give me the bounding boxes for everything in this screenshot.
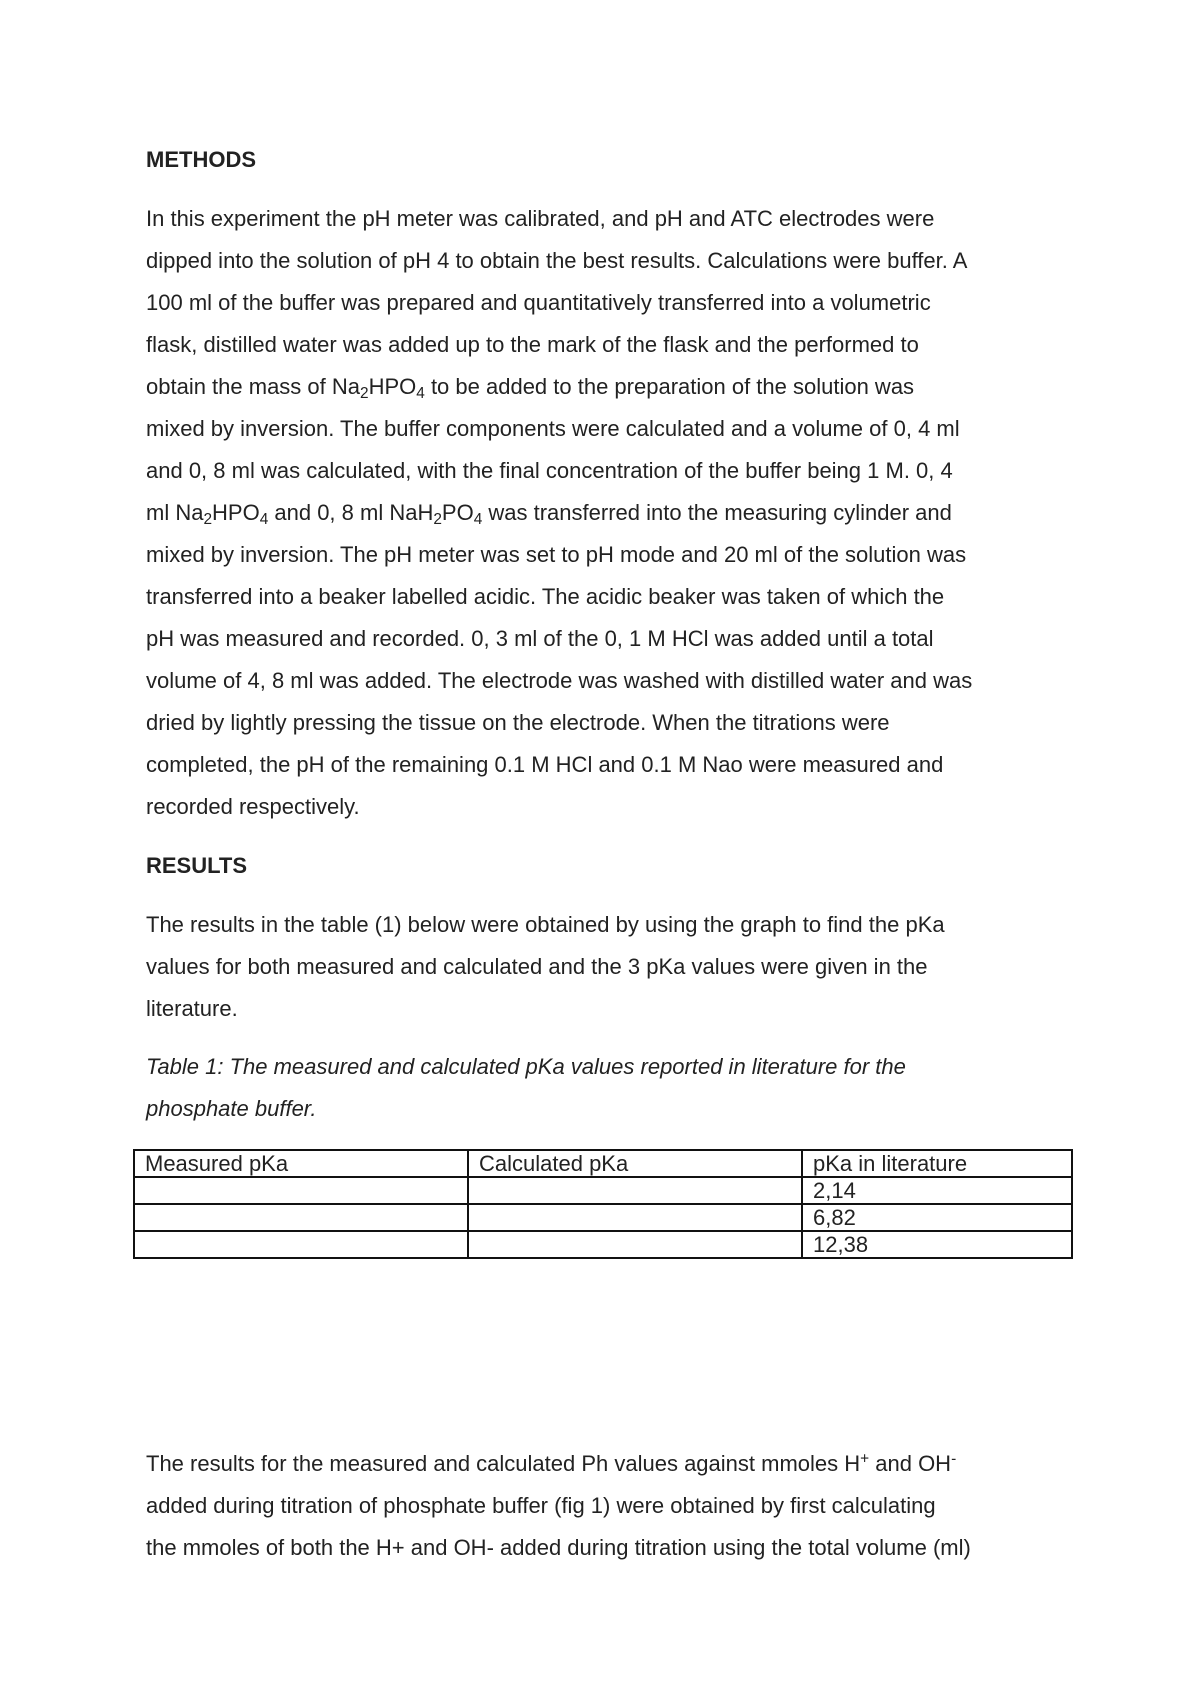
methods-paragraph <box>146 198 1086 828</box>
methods-line: and 0, 8 ml was calculated, with the final concentration of the buffer being 1 M. 0, 4 <box>146 458 953 483</box>
table-cell: 6,82 <box>802 1204 1072 1231</box>
pka-table <box>133 1149 1073 1259</box>
table-cell <box>468 1204 802 1231</box>
table-caption <box>146 1046 1086 1130</box>
methods-heading: METHODS <box>146 147 256 172</box>
table-cell <box>468 1177 802 1204</box>
header-measured-pka: Measured pKa <box>134 1150 468 1177</box>
table-cell <box>134 1204 468 1231</box>
caption-line: Table 1: The measured and calculated pKa values reported in literature for the <box>146 1054 906 1079</box>
table-header-row <box>134 1150 1072 1177</box>
methods-line: pH was measured and recorded. 0, 3 ml of the 0, 1 M HCl was added until a total <box>146 626 934 651</box>
results-line: The results for the measured and calculated Ph values against mmoles H+ and OH- <box>146 1450 957 1476</box>
methods-line: volume of 4, 8 ml was added. The electrode was washed with distilled water and was <box>146 668 973 693</box>
table-row <box>134 1204 1072 1231</box>
results-heading: RESULTS <box>146 853 248 878</box>
table-row <box>134 1177 1072 1204</box>
methods-line: mixed by inversion. The pH meter was set to pH mode and 20 ml of the solution was <box>146 542 967 567</box>
results-closing-paragraph <box>146 1443 1086 1569</box>
table-cell: 12,38 <box>802 1231 1072 1258</box>
results-line: added during titration of phosphate buffer (fig 1) were obtained by first calculating <box>146 1493 936 1518</box>
methods-line: dried by lightly pressing the tissue on the electrode. When the titrations were <box>146 710 890 735</box>
methods-line: transferred into a beaker labelled acidic. The acidic beaker was taken of which the <box>146 584 945 609</box>
results-line: literature. <box>146 996 238 1021</box>
methods-line: recorded respectively. <box>146 794 360 819</box>
caption-line: phosphate buffer. <box>146 1096 317 1121</box>
results-line: the mmoles of both the H+ and OH- added during titration using the total volume (ml) <box>146 1535 971 1560</box>
table-cell <box>134 1177 468 1204</box>
methods-line: mixed by inversion. The buffer components were calculated and a volume of 0, 4 ml <box>146 416 960 441</box>
methods-line: In this experiment the pH meter was calibrated, and pH and ATC electrodes were <box>146 206 935 231</box>
header-pka-literature: pKa in literature <box>802 1150 1072 1177</box>
table-cell: 2,14 <box>802 1177 1072 1204</box>
methods-line: flask, distilled water was added up to the mark of the flask and the performed to <box>146 332 919 357</box>
results-intro-paragraph <box>146 904 1086 1030</box>
methods-line: obtain the mass of $Na_2HPO_4$ to be added to the preparation of the solution was <box>146 374 915 402</box>
methods-line: completed, the pH of the remaining 0.1 M HCl and 0.1 M Nao were measured and <box>146 752 944 777</box>
methods-line: dipped into the solution of pH 4 to obtain the best results. Calculations were buffer. A <box>146 248 968 273</box>
header-calculated-pka: Calculated pKa <box>468 1150 802 1177</box>
methods-line: ml $Na_2HPO_4$ and 0, 8 ml $NaH_2PO_4$ was transferred into the measuring cylinder and <box>146 500 952 528</box>
table-cell <box>468 1231 802 1258</box>
methods-line: 100 ml of the buffer was prepared and quantitatively transferred into a volumetric <box>146 290 931 315</box>
table-row <box>134 1231 1072 1258</box>
results-line: values for both measured and calculated and the 3 pKa values were given in the <box>146 954 928 979</box>
results-line: The results in the table (1) below were obtained by using the graph to find the pKa <box>146 912 945 937</box>
table-cell <box>134 1231 468 1258</box>
